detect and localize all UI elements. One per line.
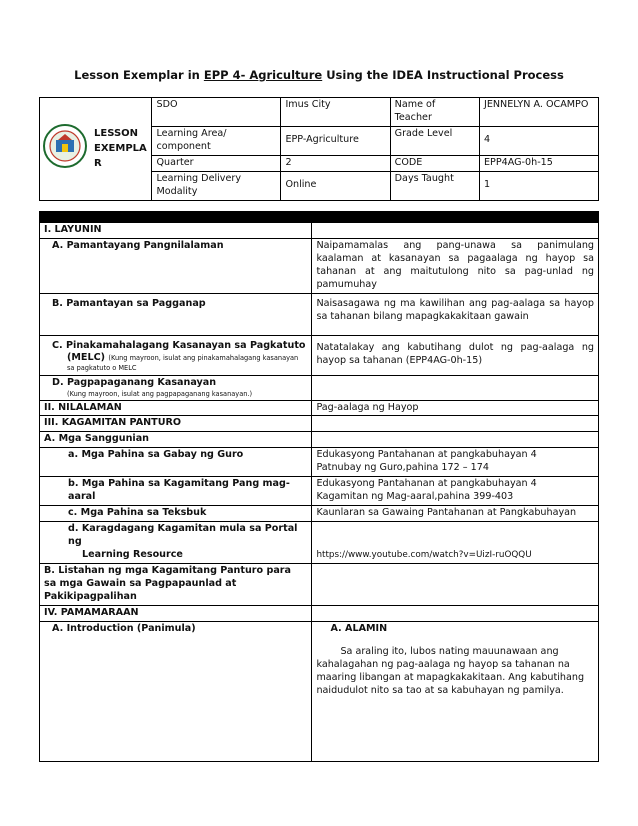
logo-cell [40,98,91,201]
title-suffix: Using the IDEA Instructional Process [322,68,564,82]
row-sa-value-2: Patnubay ng Guro,pahina 172 – 174 [316,462,489,474]
area-value: EPP-Agriculture [281,126,390,155]
area-label: Learning Area/ component [152,126,281,155]
section-pamamaraan: IV. PAMAMARAAN [40,605,312,621]
teacher-label: Name of Teacher [390,98,479,127]
quarter-value: 2 [281,155,390,171]
row-sa-label: a. Mga Pahina sa Gabay ng Guro [40,448,312,477]
intro-label: A. Introduction (Panimula) [40,621,312,761]
alamin-text: Sa araling ito, lubos nating mauunawaan ang kahalagahan ng pag-aalaga ng hayop sa tahanan na maaring libangan at mapagkakakitaan. Ang kabutihang naidudulot nito sa tao at sa kabuhayan ng pamilya. [316,645,585,696]
portal-link[interactable]: https://www.youtube.com/watch?v=UizI-ruOQQU [312,522,599,564]
row-c-melc: (MELC) [67,351,106,363]
row-sd-label-1: d. Karagdagang Kagamitan mula sa Portal ng [68,523,298,547]
row-sb-value-2: Kagamitan ng Mag-aaral,pahina 399-403 [316,491,514,503]
section-layunin: I. LAYUNIN [40,223,312,239]
lesson-label: LESSON EXEMPLA R [90,98,152,201]
sanggunian-label: A. Mga Sanggunian [40,432,312,448]
modality-value: Online [281,171,390,200]
row-sc-value: Kaunlaran sa Gawaing Pantahanan at Pangkabuhayan [312,506,599,522]
row-b-value: Naisasagawa ng ma kawilihan ang pag-aalaga sa hayop sa tahanan bilang mapagkakakitaan gawain [312,293,599,335]
title-prefix: Lesson Exemplar in [74,68,204,82]
grade-label: Grade Level [390,126,479,155]
row-a-label: A. Pamantayang Pangnilalaman [40,238,312,293]
row-b2-label: B. Listahan ng mga Kagamitang Panturo para sa mga Gawain sa Pagpapaunlad at Pakikipagpalihan [40,563,312,605]
sdo-label: SDO [152,98,281,127]
row-c-title: C. Pinakamahalagang Kasanayan sa Pagkatuto [52,339,306,351]
document-title [0,68,638,82]
row-c-note: (Kung mayroon, isulat ang pinakamahalagang kasanayan sa pagkatuto o MELC [67,353,299,373]
lesson-table [39,211,599,762]
section-nilalaman: II. NILALAMAN [40,400,312,416]
intro-content [312,621,599,761]
teacher-value: JENNELYN A. OCAMPO [479,98,598,127]
sdo-value: Imus City [281,98,390,127]
row-sb-value-1: Edukasyong Pantahanan at pangkabuhayan 4 [316,478,537,490]
days-label: Days Taught [390,171,479,200]
table-header-bar [40,212,599,223]
row-sc-label: c. Mga Pahina sa Teksbuk [40,506,312,522]
row-c-value: Natatalakay ang kabutihang dulot ng pag-aalaga ng hayop sa tahanan (EPP4AG-0h-15) [312,335,599,375]
deped-seal-icon [42,123,88,169]
code-value: EPP4AG-0h-15 [479,155,598,171]
row-b-label: B. Pamantayan sa Pagganap [40,293,312,335]
section-kagamitan: III. KAGAMITAN PANTURO [40,416,312,432]
row-sb-value [312,477,599,506]
days-value: 1 [479,171,598,200]
code-label: CODE [390,155,479,171]
quarter-label: Quarter [152,155,281,171]
modality-label: Learning Delivery Modality [152,171,281,200]
row-sa-value [312,448,599,477]
row-d-title: D. Pagpapaganang Kasanayan [52,376,217,388]
row-sd-label [40,522,312,564]
grade-value: 4 [479,126,598,155]
row-d-note: (Kung mayroon, isulat ang pagpapaganang kasanayan.) [67,389,253,398]
row-sb-label: b. Mga Pahina sa Kagamitang Pang mag-aaral [40,477,312,506]
row-d-label [40,375,312,400]
row-sd-label-2: Learning Resource [82,548,183,560]
title-subject: EPP 4- Agriculture [203,68,323,82]
nilalaman-value: Pag-aalaga ng Hayop [312,400,599,416]
row-sa-value-1: Edukasyong Pantahanan at pangkabuhayan 4 [316,449,537,461]
row-a-value: Naipamamalas ang pang-unawa sa panimulang kaalaman at kasanayan sa pagaalaga ng hayop sa tahanan at ang maitutulong nito sa pag-unlad ng pamumuhay [312,238,599,293]
row-c-label [40,335,312,375]
alamin-heading: A. ALAMIN [330,622,388,634]
header-table [39,97,599,201]
